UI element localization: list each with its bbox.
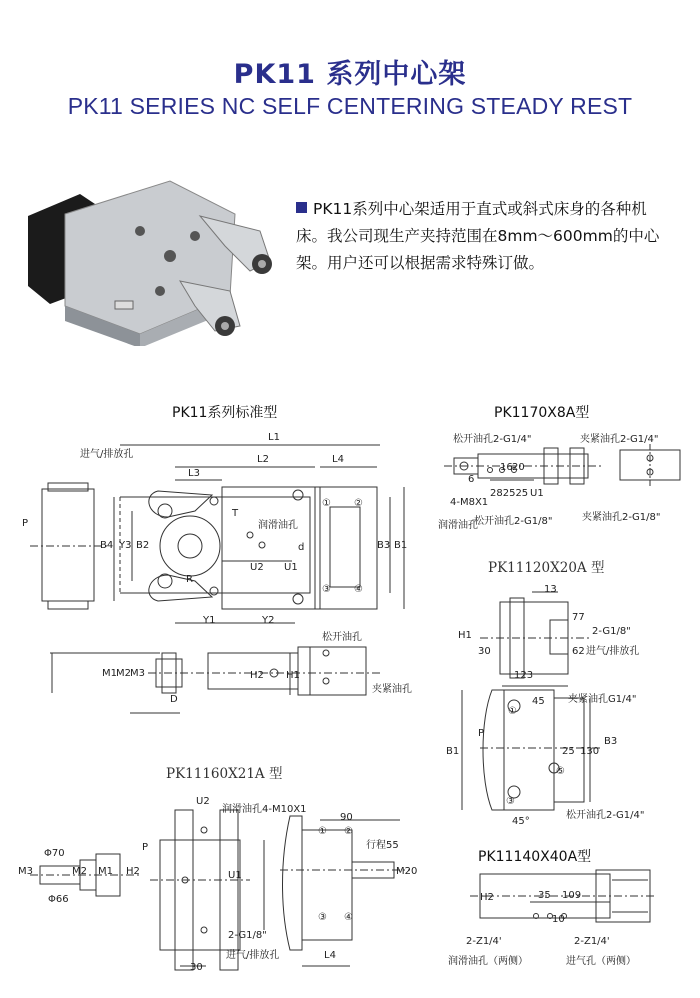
- pk11120-air-label: 进气/排放孔: [586, 646, 640, 657]
- pk11120-dim-77: 77: [572, 612, 585, 623]
- dim-L3: L3: [188, 468, 200, 479]
- pk11140-heading: PK11140X40A型: [478, 849, 592, 865]
- pk11120-clamp-label: 夹紧油孔G1/4": [568, 694, 637, 705]
- pk11120-dim-62: 62: [572, 646, 585, 657]
- pk11160-dim-h2: H2: [126, 866, 140, 877]
- pk1170-dim-u1: U1: [530, 488, 544, 499]
- pk11140-drawing: [470, 866, 660, 936]
- pk11160-dim-m3: M3: [18, 866, 33, 877]
- pk11160-g18-label: 2-G1/8": [228, 930, 267, 941]
- pk11160-port-2: ②: [344, 826, 353, 837]
- pk11120-dim-p: P: [478, 728, 485, 739]
- pk11160-dim-l4: L4: [324, 950, 336, 961]
- pk1170-loosen2-label: 松开油孔2-G1/8": [474, 516, 553, 527]
- description-text: [296, 196, 666, 277]
- lube-port-label: 润滑油孔: [258, 520, 298, 531]
- pk11140-dim-109: 109: [562, 890, 582, 901]
- pk11140-z1-right: 2-Z1/4': [574, 936, 610, 947]
- port-2: ②: [354, 498, 363, 509]
- pk11140-air-label: 进气孔（两侧）: [566, 956, 636, 967]
- dim-U1: U1: [284, 562, 298, 573]
- pk11160-air-label: 进气/排放孔: [226, 950, 280, 961]
- pk11160-dim-m2: M2: [72, 866, 87, 877]
- product-photo: [20, 176, 280, 346]
- pk11120-dim-b1: B1: [446, 746, 460, 757]
- pk11160-dim-u1: U1: [228, 870, 242, 881]
- dim-L2: L2: [257, 454, 269, 465]
- pk11160-dim-m20: M20: [396, 866, 418, 877]
- pk11120-dim-b3: B3: [604, 736, 618, 747]
- pk11140-dim-10: 10: [552, 914, 565, 925]
- pk11140-dim-h2: H2: [480, 892, 494, 903]
- pk11160-port-1: ①: [318, 826, 327, 837]
- dim-D: D: [170, 694, 178, 705]
- pk1170-clamp2-label: 夹紧油孔2-G1/8": [582, 512, 661, 523]
- pk11120-dim-30: 30: [478, 646, 491, 657]
- pk11120-port-1: ①: [508, 706, 517, 717]
- dim-P: P: [22, 518, 29, 529]
- pk11120-port-3: ③: [506, 796, 515, 807]
- pk1170-dims: 282525: [490, 488, 529, 499]
- pk11120-dim-25: 25: [562, 746, 575, 757]
- pk11160-stroke-label: 行程55: [366, 840, 399, 851]
- air-port-label: 进气/排放孔: [80, 449, 134, 460]
- pk11120-g18-label: 2-G1/8": [592, 626, 631, 637]
- page-subtitle: PK11 SERIES NC SELF CENTERING STEADY REST: [67, 93, 633, 119]
- pk11160-port-3: ③: [318, 912, 327, 923]
- standard-heading: PK11系列标准型: [172, 405, 278, 421]
- pk11160-dim-u2: U2: [196, 796, 210, 807]
- dim-B3: B3: [377, 540, 391, 551]
- pk11160-dim-90: 90: [340, 812, 353, 823]
- dim-Y1: Y1: [203, 615, 216, 626]
- pk11160-lube-label: 润滑油孔4-M10X1: [222, 804, 307, 815]
- pk11120-dim-13: 13: [544, 584, 557, 595]
- dim-M2: M2: [116, 668, 131, 679]
- pk11120-loosen-label: 松开油孔2-G1/4": [566, 810, 645, 821]
- pk11160-dim-phi66: Φ66: [48, 894, 69, 905]
- pk11120-port-5: ⑤: [556, 766, 565, 777]
- dim-U2: U2: [250, 562, 264, 573]
- bullet-square-icon: [296, 202, 307, 213]
- port-3: ③: [322, 584, 331, 595]
- pk11120-heading: PK11120X20A 型: [488, 560, 605, 576]
- pk11140-dim-35: 35: [538, 890, 551, 901]
- dim-B1: B1: [394, 540, 408, 551]
- dim-d: d: [298, 542, 305, 553]
- dim-M3: M3: [130, 668, 145, 679]
- pk11120-dim-130: 130: [580, 746, 600, 757]
- pk1170-dim-20: 20: [512, 462, 525, 473]
- dim-H1: H1: [286, 670, 300, 681]
- port-4: ④: [354, 584, 363, 595]
- standard-drawing: [30, 425, 430, 745]
- dim-Y3: Y3: [119, 540, 132, 551]
- page-title: PK11 系列中心架: [233, 59, 467, 90]
- pk1170-heading: PK1170X8A型: [494, 405, 590, 421]
- dim-M1: M1: [102, 668, 117, 679]
- pk11160-heading: PK11160X21A 型: [166, 766, 283, 782]
- pk11120-dim-45: 45: [532, 696, 545, 707]
- pk11160-dim-p: P: [142, 842, 149, 853]
- pk1170-dim-6: 6: [468, 474, 475, 485]
- description-body: PK11系列中心架适用于直式或斜式床身的各种机床。我公司现生产夹持范围在8mm～600mm的中心架。用户还可以根据需求特殊订做。: [296, 200, 660, 272]
- pk1170-clamp-label: 夹紧油孔2-G1/4": [580, 434, 659, 445]
- dim-L1: L1: [268, 432, 280, 443]
- port-1: ①: [322, 498, 331, 509]
- dim-R: R: [186, 574, 193, 585]
- pk1170-dim-16: 16: [500, 462, 513, 473]
- pk11120-dim-123: 123: [514, 670, 534, 681]
- dim-B4: B4: [100, 540, 114, 551]
- pk1170-thread-label: 4-M8X1: [450, 497, 489, 508]
- pk11160-dim-m1: M1: [98, 866, 113, 877]
- dim-L4: L4: [332, 454, 344, 465]
- pk1170-lube-label: 润滑油孔: [438, 520, 478, 531]
- dim-T: T: [232, 508, 239, 519]
- loosen-port-label: 松开油孔: [322, 632, 362, 643]
- pk11140-lube-label: 润滑油孔（两侧）: [448, 956, 528, 967]
- clamp-port-label: 夹紧油孔: [372, 684, 412, 695]
- pk11160-port-4: ④: [344, 912, 353, 923]
- pk1170-loosen-label: 松开油孔2-G1/4": [453, 434, 532, 445]
- pk11120-dim-h1: H1: [458, 630, 472, 641]
- pk11160-dim-phi70: Φ70: [44, 848, 65, 859]
- pk11160-dim-30: 30: [190, 962, 203, 973]
- pk11120-dim-45deg: 45°: [512, 816, 530, 827]
- pk11160-drawing: [20, 800, 430, 980]
- dim-Y2: Y2: [262, 615, 275, 626]
- dim-B2: B2: [136, 540, 150, 551]
- dim-H2: H2: [250, 670, 264, 681]
- pk11140-z1-left: 2-Z1/4': [466, 936, 502, 947]
